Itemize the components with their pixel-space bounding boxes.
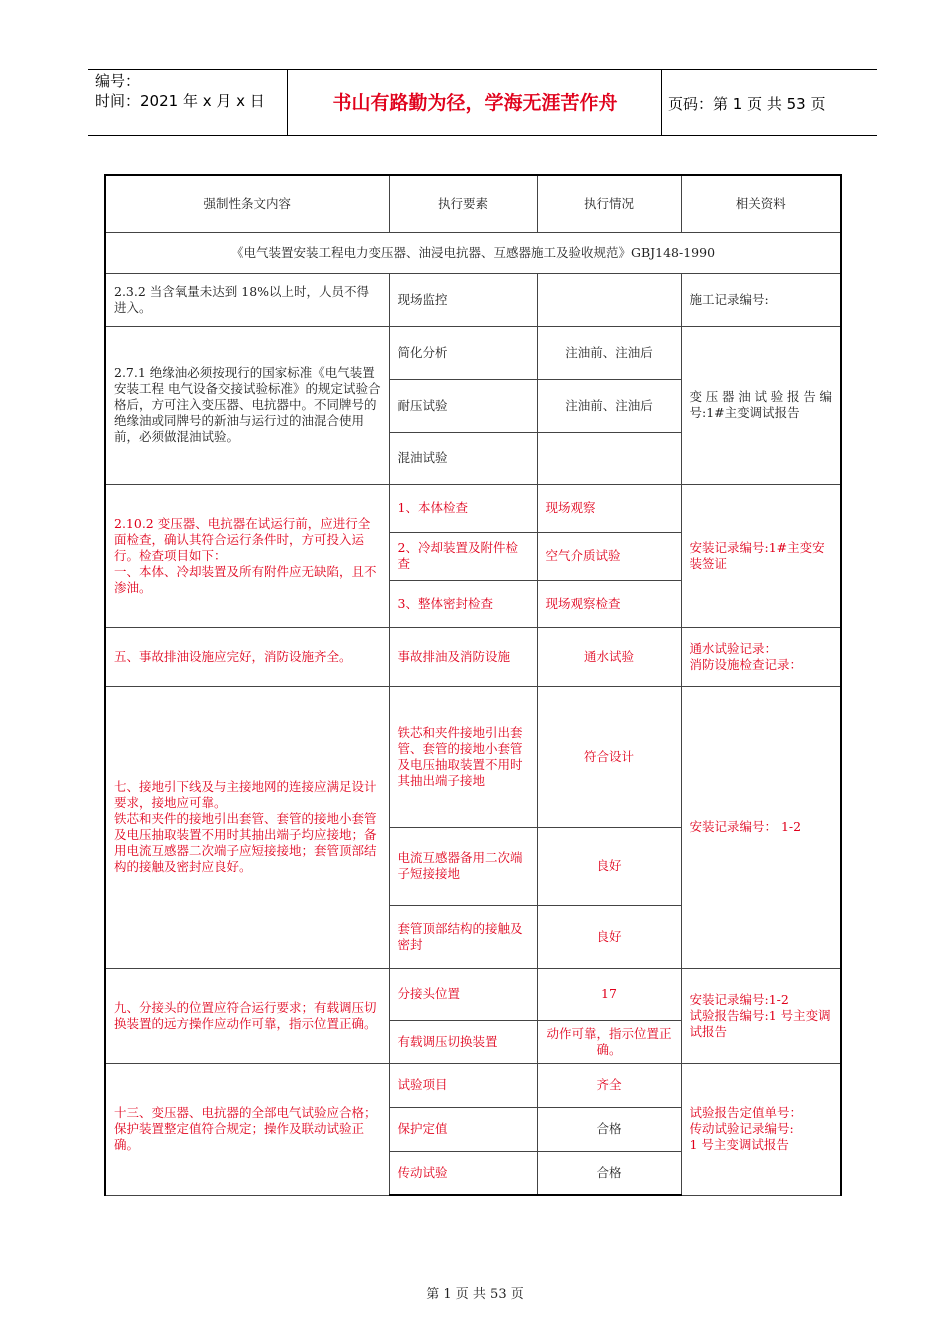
execution-element: 试验项目 xyxy=(389,1063,537,1107)
execution-status: 合格 xyxy=(537,1151,681,1195)
execution-element: 混油试验 xyxy=(389,432,537,484)
table-row xyxy=(105,326,841,379)
execution-status: 符合设计 xyxy=(537,686,681,827)
page-footer: 第 1 页 共 53 页 xyxy=(426,1287,524,1302)
header-page-info: 页码：第 1 页 共 53 页 xyxy=(668,95,826,113)
execution-status xyxy=(537,273,681,326)
clause-text: 2.7.1 绝缘油必须按现行的国家标准《电气装置安装工程 电气设备交接试验标准》的规定试验合格后，方可注入变压器、电抗器中。不同牌号的绝缘油或同牌号的新油与运行过的油混合使用前，必须做混油试验。 xyxy=(105,326,389,484)
execution-element: 事故排油及消防设施 xyxy=(389,627,537,686)
execution-status xyxy=(537,432,681,484)
execution-status: 现场观察检查 xyxy=(537,580,681,627)
execution-status: 良好 xyxy=(537,827,681,905)
header-top-rule xyxy=(88,69,877,70)
execution-element: 3、整体密封检查 xyxy=(389,580,537,627)
related-reference: 试验报告定值单号： 传动试验记录编号: 1 号主变调试报告 xyxy=(681,1063,841,1195)
header-motto: 书山有路勤为径，学海无涯苦作舟 xyxy=(332,92,618,114)
header-bottom-rule xyxy=(88,135,877,136)
header-divider-right xyxy=(661,69,662,135)
table-row xyxy=(105,968,841,1020)
table-header-row xyxy=(105,175,841,232)
column-header-element: 执行要素 xyxy=(389,175,537,232)
execution-status: 空气介质试验 xyxy=(537,532,681,580)
execution-status: 17 xyxy=(537,968,681,1020)
execution-element: 铁芯和夹件接地引出套管、套管的接地小套管及电压抽取装置不用时其抽出端子接地 xyxy=(389,686,537,827)
execution-element: 分接头位置 xyxy=(389,968,537,1020)
table-row xyxy=(105,1063,841,1107)
clause-text: 2.3.2 当含氧量未达到 18%以上时，人员不得进入。 xyxy=(105,273,389,326)
execution-element: 1、本体检查 xyxy=(389,484,537,532)
execution-element: 现场监控 xyxy=(389,273,537,326)
related-reference: 安装记录编号:1-2 试验报告编号:1 号主变调试报告 xyxy=(681,968,841,1063)
clause-text: 2.10.2 变压器、电抗器在试运行前，应进行全面检查，确认其符合运行条件时，方可投入运行。检查项目如下： 一、本体、冷却装置及所有附件应无缺陷，且不渗油。 xyxy=(105,484,389,627)
execution-element: 耐压试验 xyxy=(389,379,537,432)
execution-element: 2、冷却装置及附件检查 xyxy=(389,532,537,580)
column-header-reference: 相关资料 xyxy=(681,175,841,232)
execution-status: 齐全 xyxy=(537,1063,681,1107)
execution-element: 有载调压切换装置 xyxy=(389,1020,537,1063)
execution-status: 合格 xyxy=(537,1107,681,1151)
clause-text: 七、接地引下线及与主接地网的连接应满足设计要求，接地应可靠。 铁芯和夹件的接地引出套管、套管的接地小套管及电压抽取装置不用时其抽出端子均应接地；备用电流互感器二次端子应短接接地；套管顶部结构的接触及密封应良好。 xyxy=(105,686,389,968)
related-reference: 施工记录编号: xyxy=(681,273,841,326)
execution-status: 现场观察 xyxy=(537,484,681,532)
document-time: 时间：2021 年 x 月 x 日 xyxy=(95,92,265,110)
header-divider-left xyxy=(287,69,288,135)
column-header-status: 执行情况 xyxy=(537,175,681,232)
document-number-label: 编号： xyxy=(95,72,141,90)
header-meta xyxy=(95,71,265,111)
execution-status: 动作可靠，指示位置正确。 xyxy=(537,1020,681,1063)
related-reference: 安装记录编号:1#主变安装签证 xyxy=(681,484,841,627)
execution-status: 良好 xyxy=(537,905,681,968)
related-reference: 通水试验记录： 消防设施检查记录： xyxy=(681,627,841,686)
section-title-row xyxy=(105,232,841,273)
clause-text: 十三、变压器、电抗器的全部电气试验应合格；保护装置整定值符合规定；操作及联动试验正确。 xyxy=(105,1063,389,1195)
clause-text: 九、分接头的位置应符合运行要求；有载调压切换装置的远方操作应动作可靠，指示位置正确。 xyxy=(105,968,389,1063)
execution-element: 电流互感器备用二次端子短接接地 xyxy=(389,827,537,905)
column-header-content: 强制性条文内容 xyxy=(105,175,389,232)
table-row xyxy=(105,273,841,326)
execution-status: 注油前、注油后 xyxy=(537,326,681,379)
execution-status: 注油前、注油后 xyxy=(537,379,681,432)
table-row xyxy=(105,627,841,686)
table-row xyxy=(105,686,841,827)
execution-element: 保护定值 xyxy=(389,1107,537,1151)
execution-element: 传动试验 xyxy=(389,1151,537,1195)
section-title: 《电气装置安装工程电力变压器、油浸电抗器、互感器施工及验收规范》GBJ148-1990 xyxy=(105,232,841,273)
compliance-table xyxy=(104,174,842,1196)
related-reference: 安装记录编号： 1-2 xyxy=(681,686,841,968)
execution-status: 通水试验 xyxy=(537,627,681,686)
execution-element: 简化分析 xyxy=(389,326,537,379)
clause-text: 五、事故排油设施应完好，消防设施齐全。 xyxy=(105,627,389,686)
execution-element: 套管顶部结构的接触及密封 xyxy=(389,905,537,968)
table-row xyxy=(105,484,841,532)
related-reference: 变压器油试验报告编号:1#主变调试报告 xyxy=(681,326,841,484)
